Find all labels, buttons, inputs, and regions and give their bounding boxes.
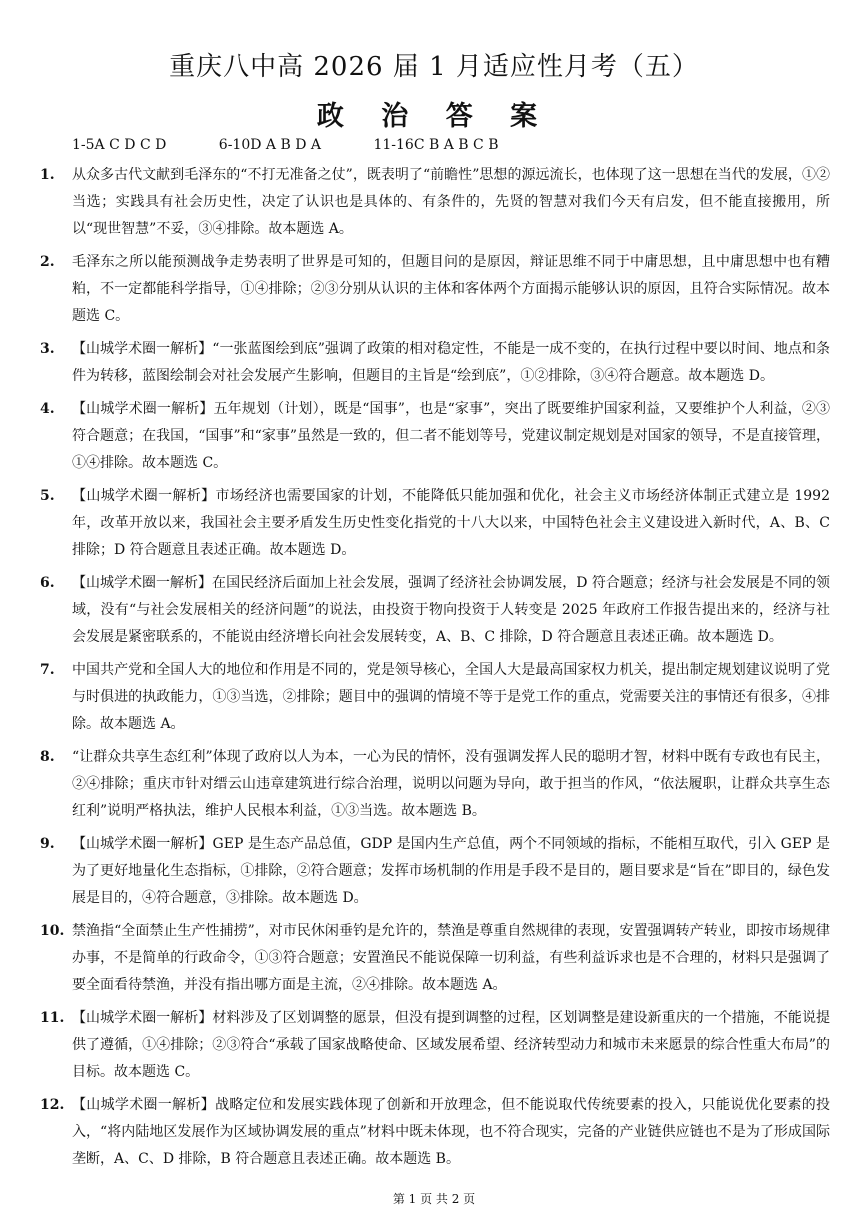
- item-number: 2.: [40, 254, 55, 270]
- explanation-item: [0, 570, 868, 651]
- item-text: 【山城学术圈一解析】材料涉及了区划调整的愿景，但没有提到调整的过程，区划调整是建设新重庆的一个措施，不能说提供了遵循，①④排除；②③符合“承载了国家战略使命、区域发展希望、经济转型动力和城市未来愿景的综合性重大布局”的目标。故本题选 C。: [72, 1010, 830, 1080]
- explanation-item: [0, 1005, 868, 1086]
- explanation-item: [0, 396, 868, 477]
- explanation-item: [0, 831, 868, 912]
- item-number: 8.: [40, 749, 55, 765]
- explanation-item: [0, 744, 868, 825]
- item-number: 4.: [40, 401, 55, 417]
- explanation-item: [0, 483, 868, 564]
- explanation-item: [0, 336, 868, 390]
- item-number: 9.: [40, 836, 55, 852]
- item-text: 【山城学术圈一解析】五年规划（计划），既是“国事”，也是“家事”，突出了既要维护国家利益，又要维护个人利益，②③符合题意；在我国，“国事”和“家事”虽然是一致的，但二者不能划等号，党建议制定规划是对国家的领导，不是直接管理，①④排除。故本题选 C。: [72, 401, 830, 471]
- item-number: 11.: [40, 1010, 65, 1026]
- explanation-item: [0, 162, 868, 243]
- item-number: 7.: [40, 662, 55, 678]
- answer-key-group: 6-10D A B D A: [218, 137, 322, 153]
- document-title: 重庆八中高 2026 届 1 月适应性月考（五）: [169, 52, 699, 82]
- explanation-item: [0, 657, 868, 738]
- item-number: 12.: [40, 1097, 65, 1113]
- page-footer: 第 1 页 共 2 页: [392, 1192, 476, 1206]
- item-number: 10.: [40, 923, 65, 939]
- item-text: 【山城学术圈一解析】GEP 是生态产品总值，GDP 是国内生产总值，两个不同领域的指标，不能相互取代，引入 GEP 是为了更好地量化生态指标，①排除，②符合题意；发挥市场机制的作用是手段不是目的，题目要求是“旨在”即目的，绿色发展是目的，④符合题意，③排除。故本题选 D。: [72, 836, 830, 906]
- explanation-item: [0, 1092, 868, 1173]
- answer-key-group: 1-5A C D C D: [72, 137, 167, 153]
- item-number: 3.: [40, 341, 55, 357]
- item-text: 从众多古代文献到毛泽东的“不打无准备之仗”，既表明了“前瞻性”思想的源远流长，也体现了这一思想在当代的发展，①②当选；实践具有社会历史性，决定了认识也是具体的、有条件的，先贤的智慧对我们今天有启发，但不能直接搬用，所以“现世智慧”不妥，③④排除。故本题选 A。: [72, 167, 830, 237]
- explanation-item: [0, 918, 868, 999]
- item-text: 毛泽东之所以能预测战争走势表明了世界是可知的，但题目问的是原因，辩证思维不同于中庸思想，且中庸思想中也有糟粕，不一定都能科学指导，①④排除；②③分别从认识的主体和客体两个方面揭示能够认识的原因，且符合实际情况。故本题选 C。: [72, 254, 830, 324]
- item-text: 中国共产党和全国人大的地位和作用是不同的，党是领导核心，全国人大是最高国家权力机关，提出制定规划建议说明了党与时俱进的执政能力，①③当选，②排除；题目中的强调的情境不等于是党工作的重点，党需要关注的事情还有很多，④排除。故本题选 A。: [72, 662, 830, 732]
- item-text: 【山城学术圈一解析】在国民经济后面加上社会发展，强调了经济社会协调发展，D 符合题意；经济与社会发展是不同的领域，没有“与社会发展相关的经济问题”的说法，由投资于物向投资于人转变是 2025 年政府工作报告提出来的，经济与社会发展是紧密联系的，不能说由经济增长向社会发展转变，A、B、C 排除，D 符合题意且表述正确。故本题选 D。: [72, 575, 830, 645]
- item-text: 【山城学术圈一解析】战略定位和发展实践体现了创新和开放理念，但不能说取代传统要素的投入，只能说优化要素的投入，“将内陆地区发展作为区域协调发展的重点”材料中既未体现，也不符合现实，完备的产业链供应链也不是为了形成国际垄断，A、C、D 排除，B 符合题意且表述正确。故本题选 B。: [72, 1097, 830, 1167]
- document-subtitle: 政 治 答 案: [316, 101, 552, 132]
- item-text: 【山城学术圈一解析】市场经济也需要国家的计划，不能降低只能加强和优化，社会主义市场经济体制正式建立是 1992 年，改革开放以来，我国社会主要矛盾发生历史性变化指党的十八大以来，中国特色社会主义建设进入新时代，A、B、C 排除；D 符合题意且表述正确。故本题选 D。: [72, 488, 830, 558]
- item-text: 禁渔指“全面禁止生产性捕捞”，对市民休闲垂钓是允许的，禁渔是尊重自然规律的表现，安置强调转产转业，即按市场规律办事，不是简单的行政命令，①③符合题意；安置渔民不能说保障一切利益，有些利益诉求也是不合理的，材料只是强调了要全面看待禁渔，并没有指出哪方面是主流，②④排除。故本题选 A。: [72, 923, 830, 993]
- explanation-list: [0, 162, 868, 1179]
- answer-key-group: 11-16C B A B C B: [373, 137, 499, 153]
- item-number: 1.: [40, 167, 55, 183]
- explanation-item: [0, 249, 868, 330]
- item-number: 5.: [40, 488, 55, 504]
- item-text: 【山城学术圈一解析】“一张蓝图绘到底”强调了政策的相对稳定性，不能是一成不变的，在执行过程中要以时间、地点和条件为转移，蓝图绘制会对社会发展产生影响，但题目的主旨是“绘到底”，①②排除，③④符合题意。故本题选 D。: [72, 341, 830, 384]
- item-text: “让群众共享生态红利”体现了政府以人为本，一心为民的情怀，没有强调发挥人民的聪明才智，材料中既有专政也有民主，②④排除；重庆市针对缙云山违章建筑进行综合治理，说明以问题为导向，敢于担当的作风，“依法履职，让群众共享生态红利”说明严格执法，维护人民根本利益，①③当选。故本题选 B。: [72, 749, 830, 819]
- item-number: 6.: [40, 575, 55, 591]
- answer-key-row: [72, 137, 546, 153]
